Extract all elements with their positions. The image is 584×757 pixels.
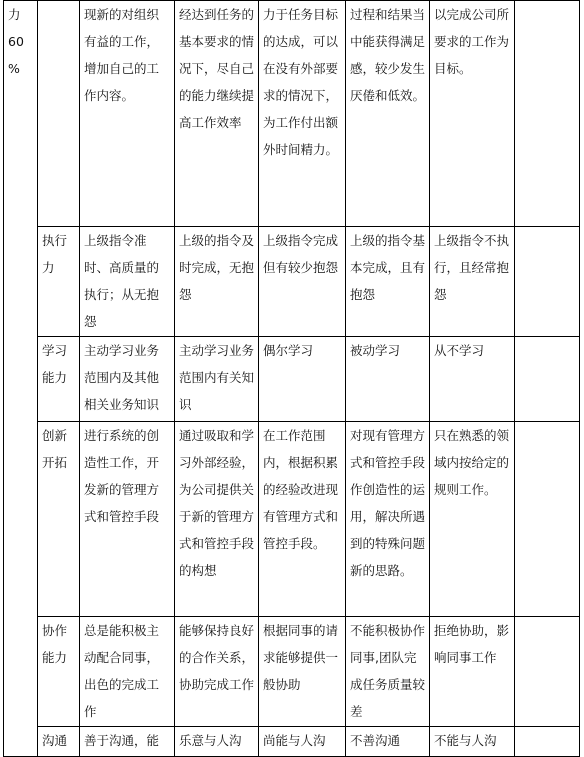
level-1-cell: 现新的对组织有益的工作，增加自己的工作内容。 <box>80 1 175 227</box>
item-name-cell: 执行力 <box>38 227 80 337</box>
level-3-cell: 根据同事的请求能够提供一般协助 <box>259 617 346 727</box>
table-row <box>4 617 580 727</box>
score-cell <box>515 337 580 422</box>
level-5-cell: 从不学习 <box>430 337 515 422</box>
level-3-cell: 偶尔学习 <box>259 337 346 422</box>
table-row <box>4 1 580 227</box>
item-name-cell: 沟通 <box>38 727 80 757</box>
level-3-cell: 力于任务目标的达成，可以在没有外部要求的情况下，为工作付出额外时间精力。 <box>259 1 346 227</box>
table-row <box>4 727 580 757</box>
level-3-cell: 在工作范围内，根据积累的经验改进现有管理方式和管控手段。 <box>259 422 346 617</box>
level-5-cell: 以完成公司所要求的工作为目标。 <box>430 1 515 227</box>
level-4-cell: 上级的指令基本完成，且有抱怨 <box>346 227 430 337</box>
level-3-cell: 上级指令完成但有较少抱怨 <box>259 227 346 337</box>
level-4-cell: 被动学习 <box>346 337 430 422</box>
level-1-cell: 总是能积极主动配合同事，出色的完成工作 <box>80 617 175 727</box>
category-cell <box>4 1 38 757</box>
level-1-cell: 进行系统的创造性工作，开发新的管理方式和管控手段 <box>80 422 175 617</box>
level-2-cell: 上级的指令及时完成，无抱怨 <box>175 227 259 337</box>
item-name-cell: 协作能力 <box>38 617 80 727</box>
item-name-cell <box>38 1 80 227</box>
level-2-cell: 乐意与人沟 <box>175 727 259 757</box>
level-1-cell: 主动学习业务范围内及其他相关业务知识 <box>80 337 175 422</box>
category-weight: 60 <box>8 34 24 49</box>
category-percent: % <box>8 61 20 76</box>
level-3-cell: 尚能与人沟 <box>259 727 346 757</box>
item-name-cell: 创新开拓 <box>38 422 80 617</box>
level-2-cell: 经达到任务的基本要求的情况下，尽自己的能力继续提高工作效率 <box>175 1 259 227</box>
level-2-cell: 通过吸取和学习外部经验，为公司提供关于新的管理方式和管控手段的构想 <box>175 422 259 617</box>
level-4-cell: 对现有管理方式和管控手段作创造性的运用，解决所遇到的特殊问题新的思路。 <box>346 422 430 617</box>
level-5-cell: 上级指令不执行，且经常抱怨 <box>430 227 515 337</box>
item-name-cell: 学习能力 <box>38 337 80 422</box>
level-5-cell: 拒绝协助，影响同事工作 <box>430 617 515 727</box>
table-row <box>4 337 580 422</box>
level-4-cell: 不能积极协作同事,团队完成任务质量较差 <box>346 617 430 727</box>
score-cell <box>515 727 580 757</box>
score-cell <box>515 617 580 727</box>
level-4-cell: 不善沟通 <box>346 727 430 757</box>
level-2-cell: 主动学习业务范围内有关知识 <box>175 337 259 422</box>
level-4-cell: 过程和结果当中能获得满足感，较少发生厌倦和低效。 <box>346 1 430 227</box>
level-5-cell: 不能与人沟 <box>430 727 515 757</box>
score-cell <box>515 227 580 337</box>
score-cell <box>515 422 580 617</box>
table-row <box>4 422 580 617</box>
level-5-cell: 只在熟悉的领域内按给定的规则工作。 <box>430 422 515 617</box>
level-1-cell: 善于沟通，能 <box>80 727 175 757</box>
evaluation-table <box>3 0 580 757</box>
category-label: 力 <box>8 7 21 22</box>
level-2-cell: 能够保持良好的合作关系，协助完成工作 <box>175 617 259 727</box>
level-1-cell: 上级指令准时、高质量的执行；从无抱怨 <box>80 227 175 337</box>
table-row <box>4 227 580 337</box>
score-cell <box>515 1 580 227</box>
